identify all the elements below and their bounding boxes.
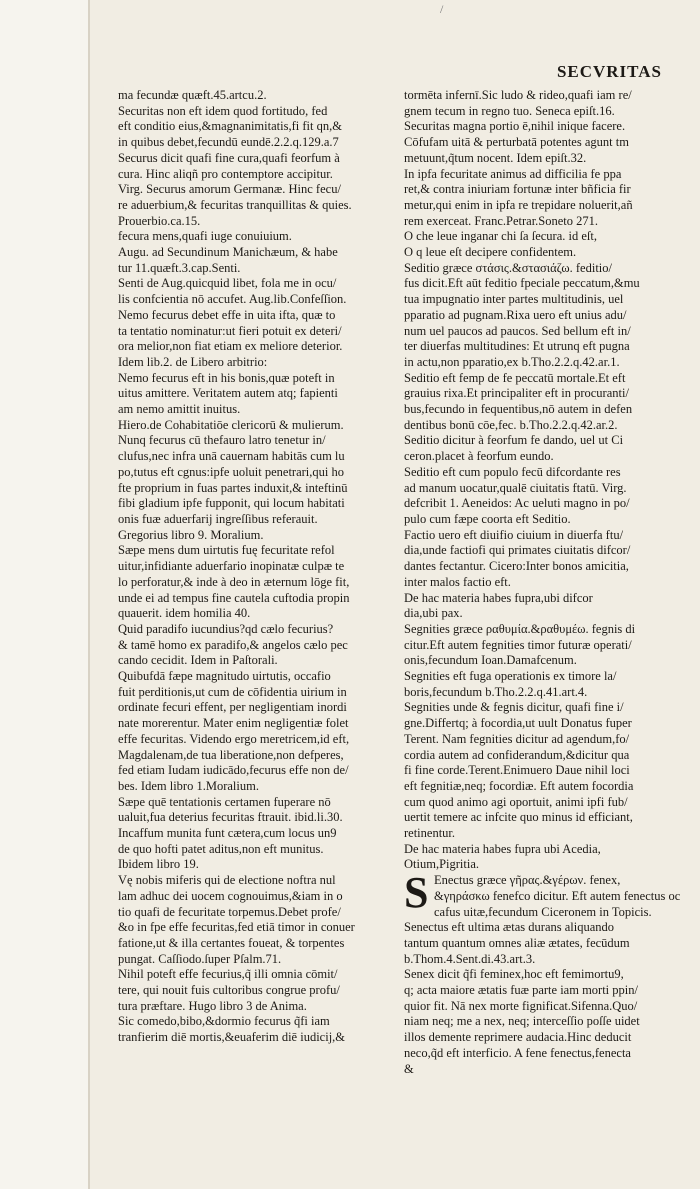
text-line: bes. Idem libro 1.Moralium.	[118, 778, 259, 793]
text-line: uitur,infidiante aduerfario inopinatæ culpæ te	[118, 559, 345, 574]
text-line: de quo hofti patet aditus,non eft munitus.	[118, 841, 324, 856]
text-line: clufus,nec infra unā cauernam habitās cum lu	[118, 449, 345, 464]
text-line: tantum quantum omnes aliæ ætates, fecūdum	[404, 935, 630, 950]
text-line: re aduerbium,& fecuritas tranquillitas & quies.	[118, 197, 352, 212]
senectus-entry	[404, 868, 680, 920]
text-line: ad manum uocatur,qualē ciuitatis ftatū. Virg.	[404, 480, 627, 495]
text-line: tio quafi de fecuritate torpemus.Debet profe/	[118, 904, 341, 919]
text-line: cafus uitæ,fecundum Ciceronem in Topicis.	[434, 904, 652, 919]
text-line: Virg. Securus amorum Germanæ. Hinc fecu/	[118, 182, 341, 197]
text-line: in actu,non pparatio,ex b.Tho.2.2.q.42.ar.1.	[404, 354, 620, 369]
text-line: tur 11.quæft.3.cap.Senti.	[118, 260, 241, 275]
right-column-lower	[404, 920, 680, 1077]
text-line: fatione,ut & illa certantes foueat, & torpentes	[118, 935, 345, 950]
text-line: Seditio græce στάσις.&στασιάζω. feditio/	[404, 260, 612, 275]
corner-mark: /	[440, 2, 444, 16]
text-line: effe fecuritas. Videndo ergo meretricem,id eft,	[118, 731, 350, 746]
text-line: Seditio dicitur à feorfum fe dando, uel ut Ci	[404, 433, 624, 448]
text-line: ordinate fecuri effent, per negligentiam inordi	[118, 700, 347, 715]
text-line: lo perforatur,& inde à deo in æternum lōge fit,	[118, 574, 350, 589]
text-line: Sæpe mens dum uirtutis fuę fecuritate refol	[118, 543, 335, 558]
right-column	[404, 88, 680, 1077]
text-line: gne.Differtq; à focordia,ut uult Donatus fuper	[404, 716, 632, 731]
left-column	[118, 88, 390, 1046]
text-line: Securus dicit quafi fine cura,quafi feorfum à	[118, 150, 340, 165]
text-line: &o in fpe effe fecuritas,fed etiā timor in conuer	[118, 920, 355, 935]
text-line: &	[404, 1061, 414, 1076]
text-line: ma fecundæ quæft.45.artcu.2.	[118, 88, 267, 102]
text-line: Segnities unde & fegnis dicitur, quafi fine i/	[404, 700, 624, 715]
text-line: fi fine corde.Terent.Enimuero Daue nihil loci	[404, 763, 630, 778]
text-line: dantes fectantur. Cicero:Inter bonos amicitia,	[404, 559, 629, 574]
text-line: eft conditio eius,&magnanimitatis,fi fit qn,&	[118, 119, 342, 134]
text-line: Segnities græce ραθυμία.&ραθυμέω. fegnis di	[404, 621, 636, 636]
text-line: O q leue eſt decipere confidentem.	[404, 245, 577, 260]
text-line: fuit perditionis,ut cum de cōfidentia uirium in	[118, 684, 347, 699]
right-column-upper	[404, 88, 680, 873]
text-line: Nemo fecurus eft in his bonis,quæ poteft in	[118, 370, 335, 385]
text-line: Securitas magna portio ē,nihil inique facere.	[404, 119, 626, 134]
text-line: ualuit,fua deterius fecuritas ftrauit. ibid.li.30.	[118, 810, 343, 825]
text-line: onis,fecundum Ioan.Damafcenum.	[404, 653, 577, 668]
text-line: quauerit. idem homilia 40.	[118, 606, 251, 621]
text-line: dentibus bonū cōe,fec. b.Tho.2.2.q.42.ar.2.	[404, 417, 618, 432]
text-line: bus,fecundo in fequentibus,nō autem in defen	[404, 402, 633, 417]
text-line: metuunt,q̃tum nocent. Idem epiſt.32.	[404, 150, 587, 165]
text-line: inter malos factio eft.	[404, 574, 511, 589]
text-line: dia,unde factiofi qui primates ciuitatis difcor/	[404, 543, 631, 558]
text-line: De hac materia habes fupra,ubi difcor	[404, 590, 593, 605]
text-line: Terent. Nam fegnities dicitur ad agendum,fo/	[404, 731, 630, 746]
text-line: uertit temere ac infcite quo minus id efficiant,	[404, 810, 633, 825]
text-line: Sic comedo,bibo,&dormio fecurus q̃fi iam	[118, 1014, 330, 1029]
text-line: grauius rixa.Et principaliter eft in procuranti/	[404, 386, 629, 401]
text-line: & tamē homo ex paradifo,& angelos cælo pec	[118, 637, 348, 652]
text-line: num uel paucos ad paucos. Sed bellum eft in/	[404, 323, 631, 338]
text-line: metur,qui enim in ipfa re trepidare noluerit,añ	[404, 197, 633, 212]
text-line: Magdalenam,de tua liberatione,non defperes,	[118, 747, 344, 762]
text-line: pungat. Caſſiodo.ſuper Pſalm.71.	[118, 951, 282, 966]
text-line: lis confcientia nō accufet. Aug.lib.Confeſſion.	[118, 292, 347, 307]
text-line: Idem lib.2. de Libero arbitrio:	[118, 354, 268, 369]
text-line: unde ei ad tempus fine cautela cuftodia propin	[118, 590, 350, 605]
text-line: tura præftare. Hugo libro 3 de Anima.	[118, 998, 307, 1013]
text-line: De hac materia habes fupra ubi Acedia,	[404, 841, 601, 856]
text-line: Hiero.de Cohabitatiōe clericorū & mulierum.	[118, 417, 344, 432]
text-line: Prouerbio.ca.15.	[118, 213, 201, 228]
text-line: lam adhuc dei uocem cognouimus,&iam in o	[118, 888, 343, 903]
text-line: illos demente reprimere audacia.Hinc deducit	[404, 1030, 632, 1045]
text-line: tormēta infernī.Sic ludo & rideo,quafi iam re/	[404, 88, 632, 102]
text-line: fibi gladium ipfe fupponit, qui locum habitati	[118, 496, 345, 511]
text-line: Quibufdā fæpe magnitudo uirtutis, occafio	[118, 669, 331, 684]
text-line: Seditio eft femp de fe peccatū mortale.Et eft	[404, 370, 626, 385]
text-line: rem exerceat. Franc.Petrar.Soneto 271.	[404, 213, 599, 228]
running-head: SECVRITAS	[556, 62, 662, 81]
text-line: cando cecidit. Idem in Paſtorali.	[118, 653, 278, 668]
text-line: cura. Hinc aliqñ pro contemptore accipitur.	[118, 166, 333, 181]
text-line: eft fegnitiæ,neq; focordiæ. Eft autem focordia	[404, 778, 634, 793]
text-line: Vę nobis miferis qui de electione noftra nul	[118, 873, 336, 888]
text-line: Gregorius libro 9. Moralium.	[118, 527, 264, 542]
text-line: onis fuæ aduerfarij ingreſſibus referauit.	[118, 511, 318, 526]
text-line: Otium,Pigritia.	[404, 857, 479, 872]
text-line: neco,q̃d eft interficio. A fene fenectus,fenecta	[404, 1045, 631, 1060]
text-line: fte proprium in fuas partes induxit,& inteftinū	[118, 480, 348, 495]
text-line: Securitas non eft idem quod fortitudo, fed	[118, 103, 328, 118]
text-line: pulo cum fæpe coorta eft Seditio.	[404, 511, 571, 526]
text-line: ora melior,non fiat etiam ex meliore deterior.	[118, 339, 343, 354]
text-line: Segnities eft fuga operationis ex timore la/	[404, 669, 617, 684]
text-line: retinentur.	[404, 826, 456, 841]
text-line: uitus amittere. Veritatem autem atq; fapienti	[118, 386, 338, 401]
text-line: ta tentatio nominatur:ut fieri potuit ex deteri/	[118, 323, 342, 338]
page-edge-shadow	[88, 0, 90, 1189]
text-line: in quibus debet,fecundū eundē.2.2.q.129.a.7	[118, 135, 339, 150]
text-line: tere, qui nouit fuis cultoribus congrue profu/	[118, 983, 340, 998]
text-line: b.Thom.4.Sent.di.43.art.3.	[404, 951, 536, 966]
text-line: quior fit. Nā nex morte fignificat.Sifenna.Quo/	[404, 998, 638, 1013]
text-line: Ibidem libro 19.	[118, 857, 199, 872]
text-line: Nemo fecurus debet effe in uita ifta, quæ to	[118, 307, 336, 322]
text-line: Nihil poteft effe fecurius,q̃ illi omnia cōmit/	[118, 967, 338, 982]
text-line: ceron.placet à feorfum eundo.	[404, 449, 554, 464]
text-line: niam neq; me a nex, neq; interceſſio poſſe uidet	[404, 1014, 640, 1029]
text-line: Senectus eft ultima ætas durans aliquando	[404, 920, 615, 935]
text-line: Enectus græce γῆρας.&γέρων. fenex,	[434, 873, 621, 888]
text-line: In ipfa fecuritate animus ad difficilia fe ppa	[404, 166, 622, 181]
text-line: po,tutus eft cgnus:ipfe uoluit penetrari,qui ho	[118, 464, 344, 479]
text-line: Augu. ad Secundinum Manichæum, & habe	[118, 245, 338, 260]
text-line: &γηράσκω fenefco dicitur. Eft autem fenectus oc	[434, 888, 680, 903]
text-line: defcribit 1. Aeneidos: Ac ueluti magno in po/	[404, 496, 630, 511]
text-line: fecura mens,quafi iuge conuiuium.	[118, 229, 292, 244]
text-line: Factio uero eft diuifio ciuium in diuerfa ftu/	[404, 527, 624, 542]
page-gutter	[0, 0, 90, 1189]
text-line: gnem tecum in regno tuo. Seneca epiſt.16.	[404, 103, 615, 118]
text-line: citur.Eft autem fegnities timor futuræ operati/	[404, 637, 632, 652]
text-line: pparatio ad pugnam.Rixa uero eft unius adu/	[404, 307, 627, 322]
text-line: boris,fecundum b.Tho.2.2.q.41.art.4.	[404, 684, 588, 699]
text-line: Nunq fecurus cū thefauro latro tenetur in/	[118, 433, 326, 448]
text-line: Cōfufam uitā & perturbatā potentes agunt tm	[404, 135, 629, 150]
text-line: cordia autem ad confiderandum,&dicitur qua	[404, 747, 630, 762]
text-line: tranfierim diē mortis,&euaferim diē iudicij,&	[118, 1030, 346, 1045]
text-line: Incaffum munita funt cætera,cum locus un9	[118, 826, 337, 841]
text-line: Senti de Aug.quicquid libet, fola me in ocu/	[118, 276, 337, 291]
text-line: nate morerentur. Mater enim negligentiæ folet	[118, 716, 349, 731]
text-line: Seditio eft cum populo fecū difcordante res	[404, 464, 621, 479]
text-line: fus dicit.Eft aūt feditio fpeciale peccatum,&mu	[404, 276, 640, 291]
text-line: ret,& contra iniuriam fortunæ inter bñficia fir	[404, 182, 631, 197]
text-line: cum quod animo agi oportuit, animi ipfi fub/	[404, 794, 628, 809]
text-line: O che leue inganar chi ſa ſecura. id eſt,	[404, 229, 597, 244]
drop-cap: S	[404, 868, 429, 918]
text-line: fed etiam Iudam iudicādo,fecurus effe non de/	[118, 763, 349, 778]
text-line: Sæpe quē tentationis certamen fuperare nō	[118, 794, 331, 809]
text-line: q; acta maiore ætatis fuæ parte iam morti ppin/	[404, 983, 638, 998]
text-line: tua impugnatio inter partes multitudinis, uel	[404, 292, 624, 307]
text-line: ter diuerfas multitudines: Et utrunq eft pugna	[404, 339, 630, 354]
text-line: dia,ubi pax.	[404, 606, 463, 621]
text-line: Senex dicit q̃fi feminex,hoc eft femimortu9,	[404, 967, 624, 982]
text-line: am nemo amittit inuitus.	[118, 402, 241, 417]
text-line: Quid paradifo iucundius?qd cælo fecurius?	[118, 621, 334, 636]
